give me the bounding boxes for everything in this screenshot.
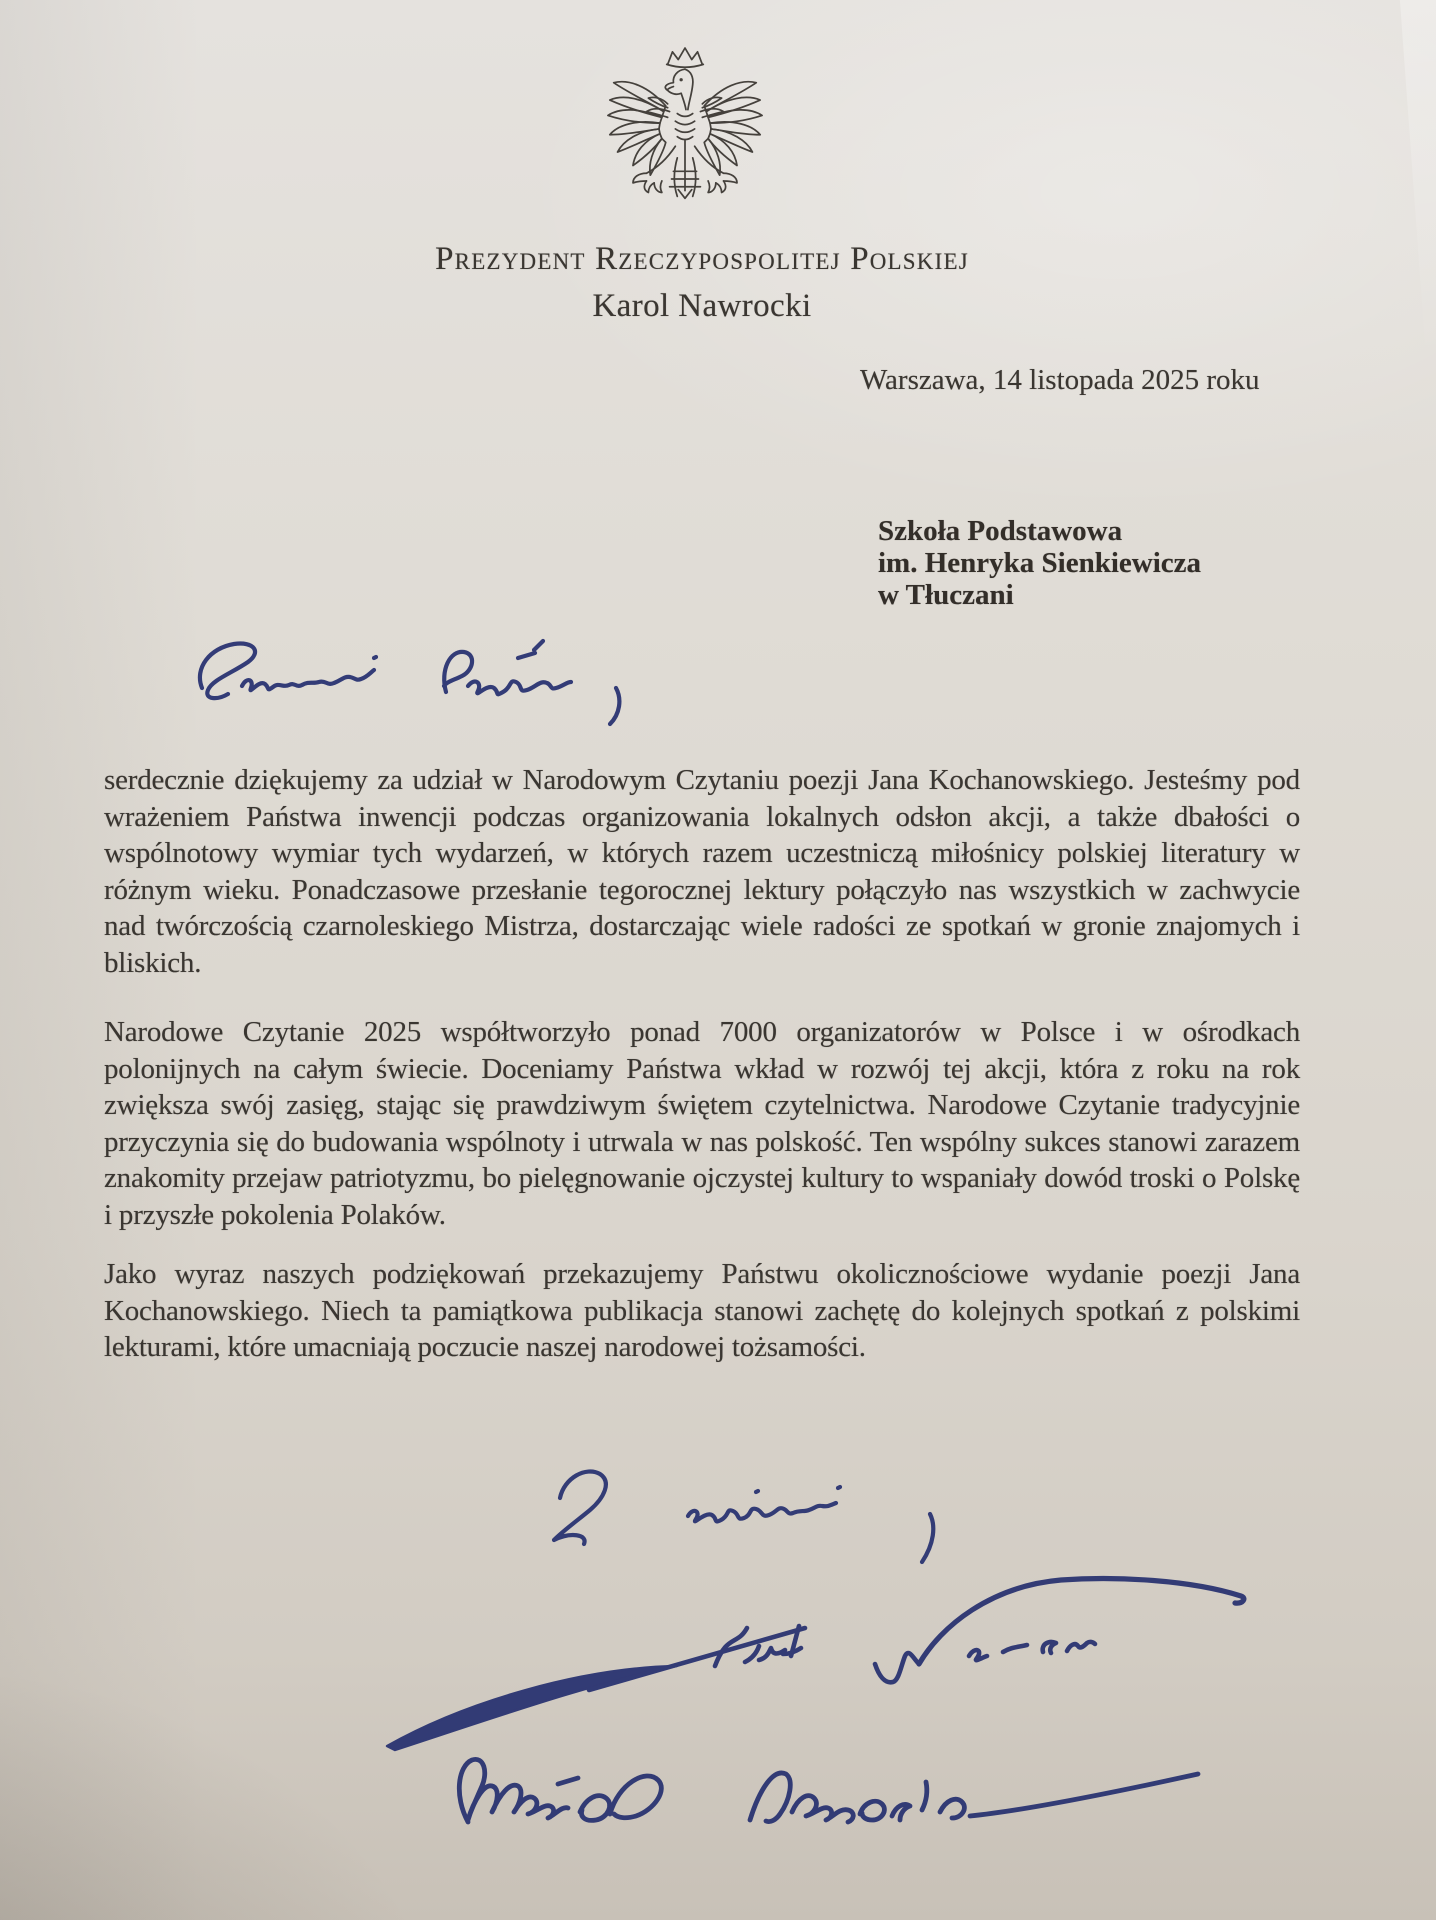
body-paragraph-2: Narodowe Czytanie 2025 współtworzyło ponad 7000 organizatorów w Polsce i w ośrodkach polonijnych na całym świecie. Doceniamy Państwa wkład w rozwój tej akcji, która z roku na rok zwiększa swój zasięg, stając się prawdziwym świętem czytelnictwa. Narodowe Czytanie tradycyjnie przyczynia się do budowania wspólnoty i utrwala w nas polskość. Ten wspólny sukces stanowi zarazem znakomity przejaw patriotyzmu, bo pielęgnowanie ojczystej kultury to wspaniały dowód troski o Polskę i przyszłe pokolenia Polaków. [104,1016,1300,1231]
body-paragraph-1: serdecznie dziękujemy za udział w Narodowym Czytaniu poezji Jana Kochanowskiego. Jesteśmy pod wrażeniem Państwa inwencji podczas organizowania lokalnych odsłon akcji, a także dbałości o wspólnotowy wymiar tych wydarzeń, w których razem uczestniczą miłośnicy polskiej literatury w różnym wieku. Ponadczasowe przesłanie tegorocznej lektury połączyło nas wszystkich w zachwycie nad twórczością czarnoleskiego Mistrza, dostarczając wiele radości ze spotkań w gronie znajomych i bliskich. [104,764,1300,979]
signature-marta-nawrocka [440,1728,1220,1838]
sender-name: Karol Nawrocki [592,288,812,324]
signature-1-transcription [0,0,1,1]
polish-eagle-emblem-icon [606,44,764,210]
body-paragraph-3: Jako wyraz naszych podziękowań przekazujemy Państwu okolicznościowe wydanie poezji Jana Kochanowskiego. Niech ta pamiątkowa publikacja stanowi zachętę do kolejnych spotkań z polskimi lekturami, które umacniają poczucie naszej narodowej tożsamości. [104,1258,1300,1364]
recipient-line-2: im. Henryka Sienkiewicza [878,547,1202,579]
handwritten-salutation [178,630,678,726]
signature-2-transcription [0,0,1,1]
recipient-block [878,515,1201,611]
closing-transcription [0,0,1,1]
recipient-line-3: w Tłuczani [878,579,1014,611]
office-title: Prezydent Rzeczypospolitej Polskiej [435,241,969,277]
salutation-transcription [0,0,1,1]
recipient-line-1: Szkoła Podstawowa [878,515,1123,547]
dateline: Warszawa, 14 listopada 2025 roku [860,364,1260,396]
paper-edge-highlight [1350,0,1436,460]
